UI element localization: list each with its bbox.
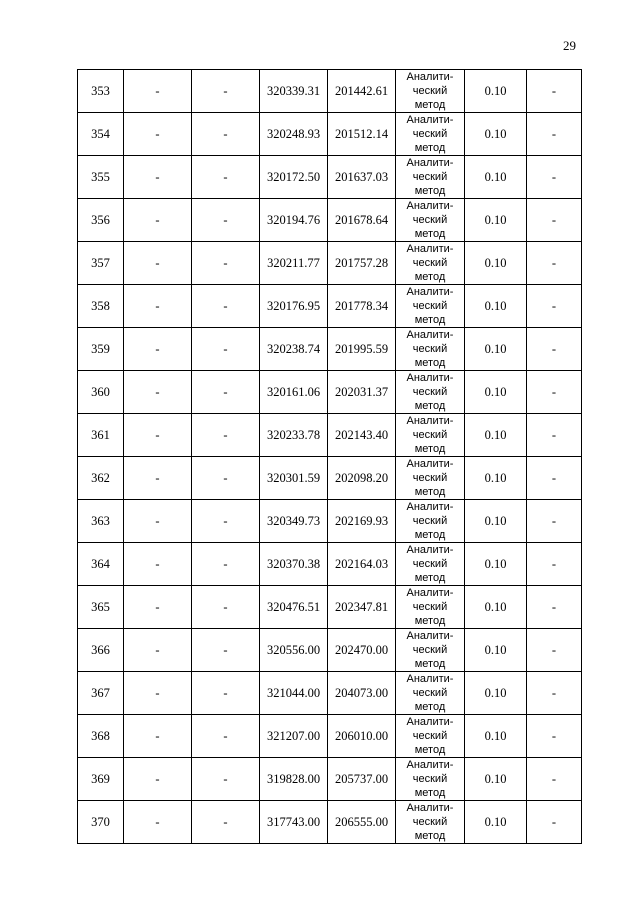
method-line: Аналити- xyxy=(406,71,454,83)
empty-cell-a: - xyxy=(124,586,192,629)
y-coordinate-cell: 202164.03 xyxy=(328,543,396,586)
y-coordinate-cell: 202031.37 xyxy=(328,371,396,414)
accuracy-cell: 0.10 xyxy=(465,328,527,371)
method-line: ческий xyxy=(412,773,448,785)
accuracy-cell: 0.10 xyxy=(465,113,527,156)
point-number-cell: 370 xyxy=(78,801,124,844)
empty-cell-c: - xyxy=(527,199,582,242)
table-row xyxy=(78,758,582,801)
y-coordinate-cell: 201757.28 xyxy=(328,242,396,285)
y-coordinate-cell: 202470.00 xyxy=(328,629,396,672)
accuracy-cell: 0.10 xyxy=(465,500,527,543)
method-line: ческий xyxy=(412,85,448,97)
point-number-cell: 359 xyxy=(78,328,124,371)
empty-cell-b: - xyxy=(192,629,260,672)
point-number-cell: 366 xyxy=(78,629,124,672)
page-number: 29 xyxy=(563,38,576,53)
y-coordinate-cell: 202347.81 xyxy=(328,586,396,629)
x-coordinate-cell: 319828.00 xyxy=(260,758,328,801)
empty-cell-c: - xyxy=(527,242,582,285)
method-line: Аналити- xyxy=(406,673,454,685)
method-cell xyxy=(396,543,465,586)
empty-cell-b: - xyxy=(192,500,260,543)
accuracy-cell: 0.10 xyxy=(465,371,527,414)
empty-cell-a: - xyxy=(124,199,192,242)
empty-cell-b: - xyxy=(192,70,260,113)
method-line: ческий xyxy=(412,515,448,527)
empty-cell-a: - xyxy=(124,629,192,672)
table-row xyxy=(78,457,582,500)
table-row xyxy=(78,586,582,629)
y-coordinate-cell: 201512.14 xyxy=(328,113,396,156)
y-coordinate-cell: 201678.64 xyxy=(328,199,396,242)
empty-cell-a: - xyxy=(124,500,192,543)
accuracy-cell: 0.10 xyxy=(465,543,527,586)
method-cell xyxy=(396,586,465,629)
method-line: ческий xyxy=(412,472,448,484)
point-number-cell: 368 xyxy=(78,715,124,758)
empty-cell-c: - xyxy=(527,457,582,500)
x-coordinate-cell: 320301.59 xyxy=(260,457,328,500)
empty-cell-c: - xyxy=(527,543,582,586)
empty-cell-a: - xyxy=(124,414,192,457)
method-line: ческий xyxy=(412,644,448,656)
x-coordinate-cell: 321207.00 xyxy=(260,715,328,758)
x-coordinate-cell: 320556.00 xyxy=(260,629,328,672)
method-cell xyxy=(396,242,465,285)
x-coordinate-cell: 320176.95 xyxy=(260,285,328,328)
method-line: Аналити- xyxy=(406,759,454,771)
method-line: Аналити- xyxy=(406,544,454,556)
method-cell xyxy=(396,500,465,543)
empty-cell-a: - xyxy=(124,70,192,113)
method-line: метод xyxy=(414,572,446,584)
point-number-cell: 358 xyxy=(78,285,124,328)
y-coordinate-cell: 206010.00 xyxy=(328,715,396,758)
method-line: ческий xyxy=(412,128,448,140)
empty-cell-c: - xyxy=(527,629,582,672)
y-coordinate-cell: 201442.61 xyxy=(328,70,396,113)
table-row xyxy=(78,715,582,758)
x-coordinate-cell: 320172.50 xyxy=(260,156,328,199)
empty-cell-b: - xyxy=(192,758,260,801)
empty-cell-c: - xyxy=(527,715,582,758)
table-row xyxy=(78,113,582,156)
table-row xyxy=(78,156,582,199)
accuracy-cell: 0.10 xyxy=(465,199,527,242)
y-coordinate-cell: 202098.20 xyxy=(328,457,396,500)
method-line: метод xyxy=(414,443,446,455)
method-line: ческий xyxy=(412,429,448,441)
method-line: Аналити- xyxy=(406,802,454,814)
table-row xyxy=(78,199,582,242)
method-line: ческий xyxy=(412,601,448,613)
method-line: метод xyxy=(414,271,446,283)
empty-cell-a: - xyxy=(124,371,192,414)
accuracy-cell: 0.10 xyxy=(465,629,527,672)
table-row xyxy=(78,242,582,285)
y-coordinate-cell: 206555.00 xyxy=(328,801,396,844)
table-row xyxy=(78,70,582,113)
method-cell xyxy=(396,70,465,113)
method-line: ческий xyxy=(412,171,448,183)
method-line: метод xyxy=(414,744,446,756)
empty-cell-a: - xyxy=(124,242,192,285)
empty-cell-a: - xyxy=(124,113,192,156)
table-row xyxy=(78,672,582,715)
empty-cell-c: - xyxy=(527,70,582,113)
accuracy-cell: 0.10 xyxy=(465,715,527,758)
empty-cell-b: - xyxy=(192,801,260,844)
empty-cell-a: - xyxy=(124,457,192,500)
method-line: ческий xyxy=(412,214,448,226)
method-line: ческий xyxy=(412,257,448,269)
method-line: Аналити- xyxy=(406,286,454,298)
point-number-cell: 365 xyxy=(78,586,124,629)
empty-cell-c: - xyxy=(527,328,582,371)
method-line: ческий xyxy=(412,558,448,570)
x-coordinate-cell: 320370.38 xyxy=(260,543,328,586)
x-coordinate-cell: 320476.51 xyxy=(260,586,328,629)
empty-cell-b: - xyxy=(192,156,260,199)
method-line: метод xyxy=(414,529,446,541)
table-row xyxy=(78,629,582,672)
accuracy-cell: 0.10 xyxy=(465,586,527,629)
empty-cell-b: - xyxy=(192,242,260,285)
table-row xyxy=(78,328,582,371)
method-cell xyxy=(396,285,465,328)
coordinates-table xyxy=(77,69,582,844)
accuracy-cell: 0.10 xyxy=(465,156,527,199)
empty-cell-a: - xyxy=(124,543,192,586)
accuracy-cell: 0.10 xyxy=(465,801,527,844)
empty-cell-c: - xyxy=(527,371,582,414)
empty-cell-a: - xyxy=(124,672,192,715)
x-coordinate-cell: 320349.73 xyxy=(260,500,328,543)
y-coordinate-cell: 201995.59 xyxy=(328,328,396,371)
method-line: метод xyxy=(414,830,446,842)
x-coordinate-cell: 320248.93 xyxy=(260,113,328,156)
empty-cell-a: - xyxy=(124,758,192,801)
method-cell xyxy=(396,715,465,758)
method-cell xyxy=(396,414,465,457)
point-number-cell: 355 xyxy=(78,156,124,199)
table-row xyxy=(78,285,582,328)
method-line: Аналити- xyxy=(406,501,454,513)
empty-cell-b: - xyxy=(192,715,260,758)
point-number-cell: 361 xyxy=(78,414,124,457)
empty-cell-c: - xyxy=(527,156,582,199)
method-line: метод xyxy=(414,314,446,326)
method-line: метод xyxy=(414,486,446,498)
empty-cell-a: - xyxy=(124,328,192,371)
empty-cell-b: - xyxy=(192,672,260,715)
method-line: Аналити- xyxy=(406,157,454,169)
method-line: метод xyxy=(414,228,446,240)
point-number-cell: 369 xyxy=(78,758,124,801)
y-coordinate-cell: 201778.34 xyxy=(328,285,396,328)
method-line: ческий xyxy=(412,687,448,699)
method-cell xyxy=(396,371,465,414)
point-number-cell: 354 xyxy=(78,113,124,156)
empty-cell-c: - xyxy=(527,586,582,629)
empty-cell-b: - xyxy=(192,199,260,242)
x-coordinate-cell: 320161.06 xyxy=(260,371,328,414)
method-line: метод xyxy=(414,615,446,627)
point-number-cell: 362 xyxy=(78,457,124,500)
method-line: метод xyxy=(414,701,446,713)
method-line: метод xyxy=(414,787,446,799)
point-number-cell: 363 xyxy=(78,500,124,543)
empty-cell-c: - xyxy=(527,672,582,715)
empty-cell-b: - xyxy=(192,457,260,500)
method-line: Аналити- xyxy=(406,200,454,212)
method-line: Аналити- xyxy=(406,630,454,642)
empty-cell-a: - xyxy=(124,801,192,844)
method-line: ческий xyxy=(412,730,448,742)
accuracy-cell: 0.10 xyxy=(465,457,527,500)
method-cell xyxy=(396,328,465,371)
table-row xyxy=(78,543,582,586)
method-line: Аналити- xyxy=(406,243,454,255)
empty-cell-b: - xyxy=(192,113,260,156)
x-coordinate-cell: 320233.78 xyxy=(260,414,328,457)
empty-cell-b: - xyxy=(192,543,260,586)
method-cell xyxy=(396,758,465,801)
method-cell xyxy=(396,629,465,672)
empty-cell-c: - xyxy=(527,414,582,457)
x-coordinate-cell: 320211.77 xyxy=(260,242,328,285)
method-cell xyxy=(396,113,465,156)
empty-cell-b: - xyxy=(192,586,260,629)
accuracy-cell: 0.10 xyxy=(465,242,527,285)
method-line: метод xyxy=(414,658,446,670)
point-number-cell: 360 xyxy=(78,371,124,414)
empty-cell-a: - xyxy=(124,156,192,199)
method-line: Аналити- xyxy=(406,458,454,470)
empty-cell-a: - xyxy=(124,285,192,328)
method-line: Аналити- xyxy=(406,716,454,728)
method-cell xyxy=(396,156,465,199)
empty-cell-c: - xyxy=(527,801,582,844)
method-line: Аналити- xyxy=(406,372,454,384)
method-line: Аналити- xyxy=(406,329,454,341)
accuracy-cell: 0.10 xyxy=(465,70,527,113)
x-coordinate-cell: 320238.74 xyxy=(260,328,328,371)
table-row xyxy=(78,801,582,844)
method-line: ческий xyxy=(412,816,448,828)
empty-cell-b: - xyxy=(192,371,260,414)
empty-cell-c: - xyxy=(527,113,582,156)
y-coordinate-cell: 204073.00 xyxy=(328,672,396,715)
point-number-cell: 353 xyxy=(78,70,124,113)
method-line: метод xyxy=(414,400,446,412)
method-cell xyxy=(396,801,465,844)
x-coordinate-cell: 321044.00 xyxy=(260,672,328,715)
method-line: ческий xyxy=(412,343,448,355)
method-line: метод xyxy=(414,185,446,197)
method-line: Аналити- xyxy=(406,587,454,599)
accuracy-cell: 0.10 xyxy=(465,672,527,715)
method-cell xyxy=(396,199,465,242)
table-row xyxy=(78,414,582,457)
empty-cell-b: - xyxy=(192,328,260,371)
method-line: ческий xyxy=(412,386,448,398)
accuracy-cell: 0.10 xyxy=(465,285,527,328)
method-cell xyxy=(396,672,465,715)
method-line: метод xyxy=(414,99,446,111)
y-coordinate-cell: 202143.40 xyxy=(328,414,396,457)
y-coordinate-cell: 201637.03 xyxy=(328,156,396,199)
empty-cell-c: - xyxy=(527,500,582,543)
empty-cell-c: - xyxy=(527,285,582,328)
method-line: метод xyxy=(414,142,446,154)
point-number-cell: 357 xyxy=(78,242,124,285)
table-row xyxy=(78,371,582,414)
point-number-cell: 367 xyxy=(78,672,124,715)
x-coordinate-cell: 320339.31 xyxy=(260,70,328,113)
y-coordinate-cell: 205737.00 xyxy=(328,758,396,801)
point-number-cell: 356 xyxy=(78,199,124,242)
accuracy-cell: 0.10 xyxy=(465,758,527,801)
point-number-cell: 364 xyxy=(78,543,124,586)
accuracy-cell: 0.10 xyxy=(465,414,527,457)
method-line: ческий xyxy=(412,300,448,312)
method-line: метод xyxy=(414,357,446,369)
method-cell xyxy=(396,457,465,500)
empty-cell-c: - xyxy=(527,758,582,801)
empty-cell-b: - xyxy=(192,414,260,457)
method-line: Аналити- xyxy=(406,415,454,427)
x-coordinate-cell: 320194.76 xyxy=(260,199,328,242)
y-coordinate-cell: 202169.93 xyxy=(328,500,396,543)
method-line: Аналити- xyxy=(406,114,454,126)
table-body xyxy=(78,70,582,844)
x-coordinate-cell: 317743.00 xyxy=(260,801,328,844)
table-row xyxy=(78,500,582,543)
empty-cell-b: - xyxy=(192,285,260,328)
empty-cell-a: - xyxy=(124,715,192,758)
